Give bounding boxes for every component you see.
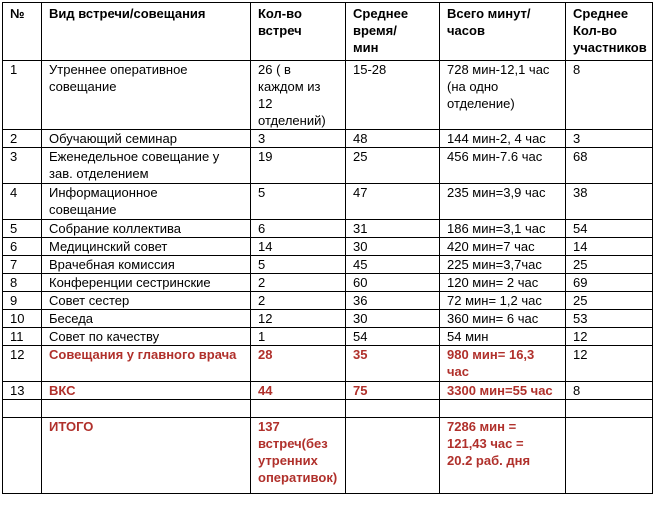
cell-total-time: 120 мин= 2 час (440, 274, 566, 292)
cell-meeting-type: Совещания у главного врача (42, 346, 251, 382)
totals-label: ИТОГО (42, 418, 251, 494)
cell-number: 2 (3, 130, 42, 148)
table-row (3, 148, 653, 184)
cell-meeting-count: 5 (251, 184, 346, 220)
cell-meeting-type: Беседа (42, 310, 251, 328)
totals-total-time: 7286 мин = 121,43 час = 20.2 раб. дня (440, 418, 566, 494)
cell-total-time: 235 мин=3,9 час (440, 184, 566, 220)
table-row (3, 292, 653, 310)
cell-meeting-type: Совет сестер (42, 292, 251, 310)
header-number: № (3, 3, 42, 61)
cell-meeting-count: 3 (251, 130, 346, 148)
cell-total-time: 420 мин=7 час (440, 238, 566, 256)
table-row-highlighted (3, 346, 653, 382)
cell-average-time: 47 (346, 184, 440, 220)
cell-meeting-count (251, 400, 346, 418)
cell-average-participants: 25 (566, 256, 653, 274)
cell-average-time: 25 (346, 148, 440, 184)
cell-average-participants: 69 (566, 274, 653, 292)
cell-meeting-type (42, 400, 251, 418)
header-meeting-type: Вид встречи/совещания (42, 3, 251, 61)
cell-number: 13 (3, 382, 42, 400)
header-average-participants: Среднее Кол-во участников (566, 3, 653, 61)
cell-meeting-count: 2 (251, 292, 346, 310)
cell-total-time (440, 400, 566, 418)
cell-average-participants: 68 (566, 148, 653, 184)
cell-average-time: 75 (346, 382, 440, 400)
cell-average-participants (566, 418, 653, 494)
cell-average-time (346, 418, 440, 494)
cell-meeting-type: Медицинский совет (42, 238, 251, 256)
meetings-table-container (2, 2, 653, 494)
table-row (3, 61, 653, 130)
cell-number: 4 (3, 184, 42, 220)
cell-average-time: 48 (346, 130, 440, 148)
cell-meeting-count: 44 (251, 382, 346, 400)
cell-average-participants: 8 (566, 61, 653, 130)
cell-average-participants: 25 (566, 292, 653, 310)
cell-average-time (346, 400, 440, 418)
cell-number: 9 (3, 292, 42, 310)
cell-total-time: 144 мин-2, 4 час (440, 130, 566, 148)
cell-number (3, 418, 42, 494)
cell-meeting-count: 2 (251, 274, 346, 292)
cell-number: 10 (3, 310, 42, 328)
table-row (3, 220, 653, 238)
cell-average-time: 35 (346, 346, 440, 382)
cell-number (3, 400, 42, 418)
cell-average-participants: 8 (566, 382, 653, 400)
cell-meeting-count: 26 ( в каждом из 12 отделений) (251, 61, 346, 130)
cell-meeting-type: Совет по качеству (42, 328, 251, 346)
cell-total-time: 3300 мин=55 час (440, 382, 566, 400)
cell-average-participants: 14 (566, 238, 653, 256)
table-row-highlighted (3, 382, 653, 400)
cell-average-participants: 54 (566, 220, 653, 238)
meetings-table (2, 2, 653, 494)
table-row (3, 256, 653, 274)
cell-total-time: 456 мин-7.6 час (440, 148, 566, 184)
totals-row (3, 418, 653, 494)
cell-average-time: 36 (346, 292, 440, 310)
cell-average-participants (566, 400, 653, 418)
cell-average-participants: 53 (566, 310, 653, 328)
cell-average-participants: 3 (566, 130, 653, 148)
cell-meeting-type: Утреннее оперативное совещание (42, 61, 251, 130)
cell-meeting-count: 14 (251, 238, 346, 256)
table-row (3, 238, 653, 256)
cell-average-time: 31 (346, 220, 440, 238)
table-row (3, 310, 653, 328)
cell-meeting-count: 12 (251, 310, 346, 328)
cell-meeting-count: 5 (251, 256, 346, 274)
cell-average-time: 30 (346, 238, 440, 256)
cell-meeting-type: Врачебная комиссия (42, 256, 251, 274)
table-row-empty (3, 400, 653, 418)
cell-meeting-type: Информационное совещание (42, 184, 251, 220)
table-row (3, 274, 653, 292)
cell-total-time: 54 мин (440, 328, 566, 346)
cell-total-time: 360 мин= 6 час (440, 310, 566, 328)
cell-meeting-type: Обучающий семинар (42, 130, 251, 148)
cell-number: 5 (3, 220, 42, 238)
cell-number: 3 (3, 148, 42, 184)
cell-meeting-count: 19 (251, 148, 346, 184)
cell-number: 8 (3, 274, 42, 292)
table-row (3, 328, 653, 346)
cell-total-time: 980 мин= 16,3 час (440, 346, 566, 382)
cell-total-time: 225 мин=3,7час (440, 256, 566, 274)
cell-number: 7 (3, 256, 42, 274)
cell-meeting-type: Еженедельное совещание у зав. отделением (42, 148, 251, 184)
cell-number: 12 (3, 346, 42, 382)
header-average-time: Среднее время/ мин (346, 3, 440, 61)
cell-meeting-count: 1 (251, 328, 346, 346)
cell-number: 11 (3, 328, 42, 346)
header-meeting-count: Кол-во встреч (251, 3, 346, 61)
cell-average-time: 54 (346, 328, 440, 346)
cell-number: 1 (3, 61, 42, 130)
cell-average-time: 45 (346, 256, 440, 274)
cell-average-time: 60 (346, 274, 440, 292)
header-row (3, 3, 653, 61)
cell-meeting-count: 6 (251, 220, 346, 238)
cell-average-participants: 12 (566, 346, 653, 382)
totals-meeting-count: 137 встреч(без утренних оперативок) (251, 418, 346, 494)
cell-total-time: 728 мин-12,1 час (на одно отделение) (440, 61, 566, 130)
header-total-time: Всего минут/ часов (440, 3, 566, 61)
cell-meeting-type: ВКС (42, 382, 251, 400)
cell-average-participants: 38 (566, 184, 653, 220)
cell-meeting-count: 28 (251, 346, 346, 382)
cell-meeting-type: Конференции сестринские (42, 274, 251, 292)
cell-total-time: 72 мин= 1,2 час (440, 292, 566, 310)
table-row (3, 184, 653, 220)
cell-total-time: 186 мин=3,1 час (440, 220, 566, 238)
cell-average-participants: 12 (566, 328, 653, 346)
cell-meeting-type: Собрание коллектива (42, 220, 251, 238)
cell-average-time: 30 (346, 310, 440, 328)
cell-number: 6 (3, 238, 42, 256)
cell-average-time: 15-28 (346, 61, 440, 130)
table-row (3, 130, 653, 148)
